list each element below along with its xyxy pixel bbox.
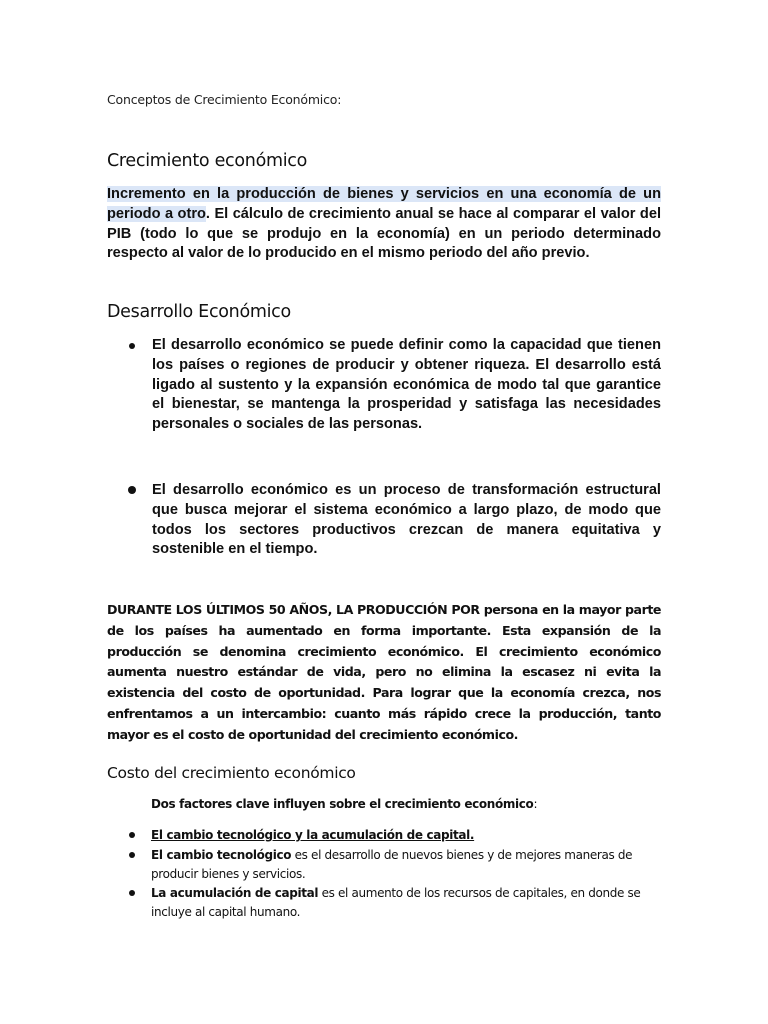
heading-costo-crecimiento: Costo del crecimiento económico <box>107 764 356 782</box>
bullet-desarrollo-1: El desarrollo económico se puede definir como la capacidad que tienen los países o regiones de producir y obtener riqueza. El desarrollo está ligado al sustento y la expansión económica de modo tal que garantice el bienestar, se mantenga la prosperidad y satisfaga las necesidades personales o sociales de las personas. <box>152 337 661 433</box>
definition-acumulacion-capital: es el aumento de los recursos de capitales, en donde se incluye al capital humano. <box>151 886 641 919</box>
underlined-item: El cambio tecnológico y la acumulación de capital. <box>151 828 475 842</box>
highlighted-definition: Incremento en la producción de bienes y servicios en una economía de un periodo a otro <box>107 186 661 222</box>
bullet-icon <box>129 890 135 896</box>
document-title: Conceptos de Crecimiento Económico: <box>107 92 342 107</box>
list-item-text <box>151 884 661 921</box>
term-cambio-tecnologico: El cambio tecnológico <box>151 848 292 862</box>
heading-desarrollo-economico: Desarrollo Económico <box>107 302 291 322</box>
costo-intro-bold: Dos factores clave influyen sobre el crecimiento económico <box>151 797 534 811</box>
definition-cambio-tecnologico: es el desarrollo de nuevos bienes y de mejores maneras de producir bienes y servicios. <box>151 848 633 881</box>
paragraph-crecimiento-rest: . El cálculo de crecimiento anual se hace al comparar el valor del PIB (todo lo que se produjo en la economía) en un periodo determinado respecto al valor de lo producido en el mismo periodo del año previo. <box>107 205 661 262</box>
paragraph-crecimiento <box>107 185 661 264</box>
paragraph-durante: DURANTE LOS ÚLTIMOS 50 AÑOS, LA PRODUCCIÓN POR persona en la mayor parte de los países ha aumentado en forma importante. Esta expansión de la producción se denomina crecimiento económico. El crecimiento económico aumenta nuestro estándar de vida, pero no elimina la escasez ni evita la existencia del costo de oportunidad. Para lograr que la economía crezca, nos enfrentamos a un intercambio: cuanto más rápido crece la producción, tanto mayor es el costo de oportunidad del crecimiento económico. <box>107 602 661 742</box>
list-item-text <box>151 846 661 883</box>
costo-intro <box>151 797 537 811</box>
costo-intro-colon: : <box>533 797 538 811</box>
list-item-text <box>151 826 661 845</box>
bullet-icon <box>129 832 135 838</box>
bullet-icon <box>129 343 135 349</box>
term-acumulacion-capital: La acumulación de capital <box>151 886 319 900</box>
heading-crecimiento-economico: Crecimiento económico <box>107 151 308 171</box>
bullet-icon <box>128 486 136 494</box>
bullet-desarrollo-2: El desarrollo económico es un proceso de transformación estructural que busca mejorar el sistema económico a largo plazo, de modo que todos los sectores productivos crezcan de manera equitativa y sostenible en el tiempo. <box>152 482 661 558</box>
bullet-icon <box>129 852 135 858</box>
